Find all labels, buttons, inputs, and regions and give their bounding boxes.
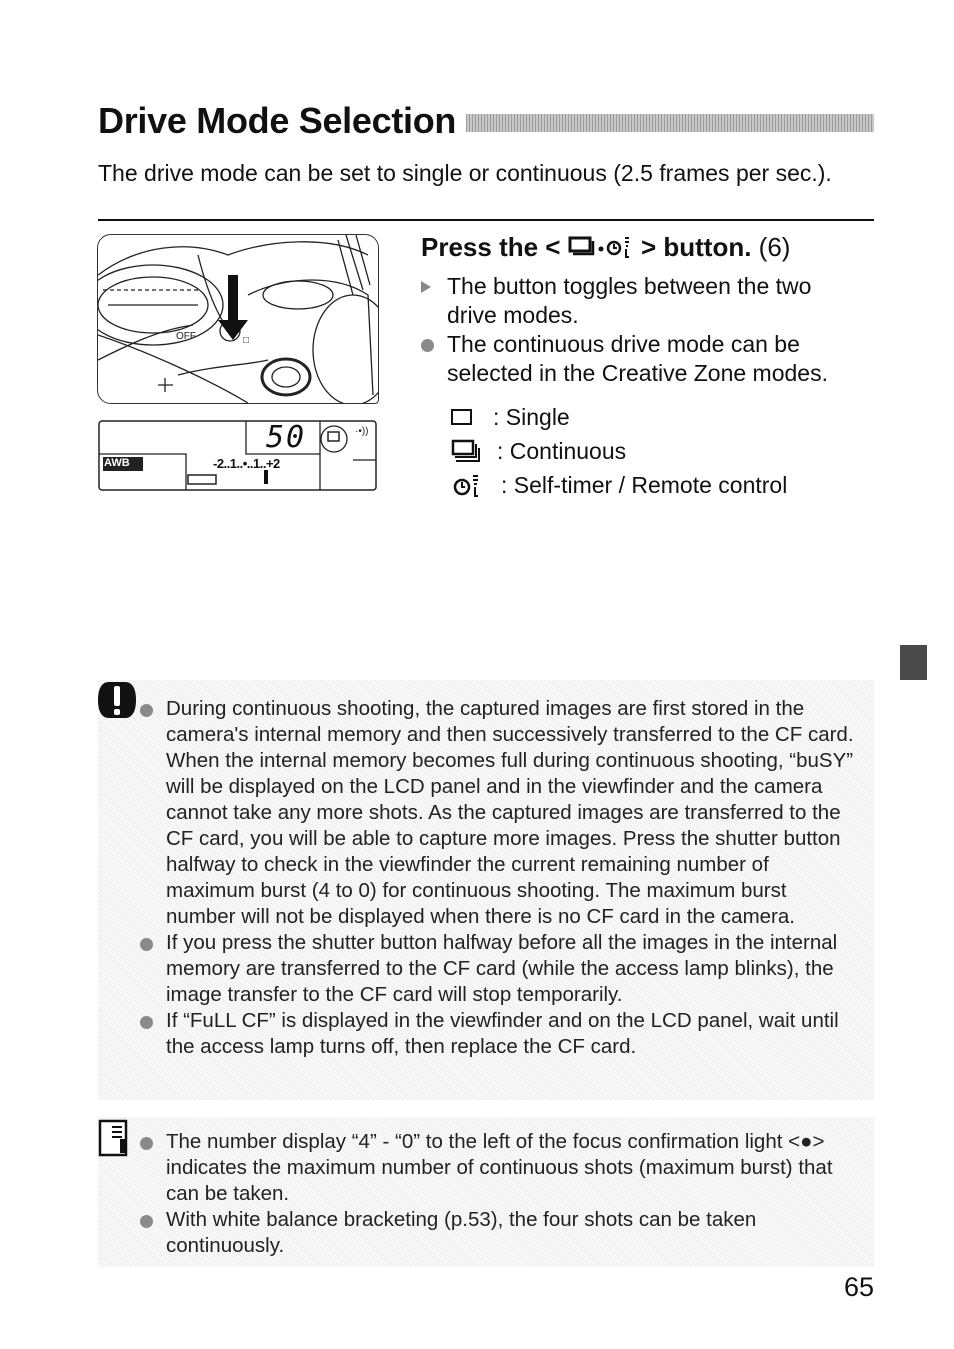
- triangle-bullet-icon: [421, 281, 431, 293]
- svg-text:□: □: [243, 335, 250, 346]
- camera-drawing: [98, 235, 378, 403]
- page-number: 65: [843, 1272, 874, 1302]
- dot-bullet-icon: [140, 1016, 153, 1029]
- dot-bullet-icon: [140, 704, 153, 717]
- step-heading-prefix: Press the <: [421, 232, 561, 262]
- step-item: [421, 272, 861, 330]
- step-heading: [421, 232, 790, 266]
- title-bar-decoration: [466, 114, 874, 132]
- continuous-icon: [451, 438, 483, 464]
- caution-text: During continuous shooting, the captured images are first stored in the camera's internal memory and then successively transferred to the CF card. When the internal memory becomes full during continuous shooting, “buSY” will be displayed on the LCD panel and in the viewfinder and the camera cannot take any more shots. As the captured images are transferred to the CF card, you will be able to capture more images. Press the shutter button halfway to check in the viewfinder the current remaining number of maximum burst (4 to 0) for continuous shooting. The maximum burst number will not be displayed when there is no CF card in the camera.: [166, 697, 854, 928]
- step-heading-suffix: > button.: [640, 232, 752, 262]
- caution-item: [140, 696, 858, 930]
- mode-self-timer: [451, 468, 871, 502]
- caution-item: [140, 1008, 858, 1060]
- caution-icon: [98, 680, 136, 720]
- section-divider: [98, 219, 874, 221]
- lcd-exposure-scale: -2..1..•..1..+2: [213, 456, 280, 471]
- chapter-tab-marker: [900, 645, 927, 680]
- caution-text: If you press the shutter button halfway before all the images in the internal memory are transferred to the CF card (while the access lamp blinks), the image transfer to the CF card will stop temporarily.: [166, 931, 838, 1006]
- intro-paragraph: The drive mode can be set to single or continuous (2.5 frames per sec.).: [98, 160, 832, 186]
- memo-icon: [98, 1119, 130, 1159]
- svg-text:·•)): ·•)): [355, 426, 369, 437]
- memo-item: [140, 1207, 858, 1259]
- memo-text: With white balance bracketing (p.53), the four shots can be taken continuously.: [166, 1208, 757, 1257]
- dot-bullet-icon: [140, 1137, 153, 1150]
- step-item-text: The button toggles between the two drive modes.: [447, 273, 812, 328]
- lcd-shots-count: 50: [266, 420, 307, 455]
- title-row: [98, 98, 874, 144]
- caution-box: [98, 680, 874, 1100]
- mode-single: [451, 400, 871, 434]
- dot-bullet-icon: [140, 1215, 153, 1228]
- camera-top-illustration: [97, 234, 379, 404]
- svg-text:OFF: OFF: [176, 331, 196, 342]
- self-timer-icon: [451, 472, 481, 498]
- single-frame-icon: [451, 409, 472, 425]
- memo-list: [140, 1129, 858, 1259]
- step-item-text: The continuous drive mode can be selected in the Creative Zone modes.: [447, 331, 828, 386]
- memo-box: [98, 1117, 874, 1267]
- caution-text: If “FuLL CF” is displayed in the viewfinder and on the LCD panel, wait until the access lamp turns off, then replace the CF card.: [166, 1009, 839, 1058]
- lcd-panel-illustration: [98, 420, 377, 491]
- mode-label: : Continuous: [497, 437, 627, 464]
- mode-label: : Single: [493, 403, 570, 430]
- step-item: [421, 330, 861, 388]
- step-page-ref: (6): [758, 232, 791, 262]
- drive-mode-list: [451, 400, 871, 502]
- caution-item: [140, 930, 858, 1008]
- caution-list: [140, 696, 858, 1060]
- dot-bullet-icon: [421, 339, 434, 352]
- drive-mode-button-icon: [568, 233, 634, 266]
- mode-label: : Self-timer / Remote control: [501, 471, 788, 498]
- page-title: Drive Mode Selection: [98, 100, 457, 141]
- memo-text: The number display “4” - “0” to the left of the focus confirmation light <●> indicates the maximum number of continuous shots (maximum burst) that can be taken.: [166, 1130, 833, 1205]
- memo-item: [140, 1129, 858, 1207]
- dot-bullet-icon: [140, 938, 153, 951]
- step-list: [421, 272, 861, 388]
- lcd-white-balance: AWB: [104, 457, 130, 469]
- mode-continuous: [451, 434, 871, 468]
